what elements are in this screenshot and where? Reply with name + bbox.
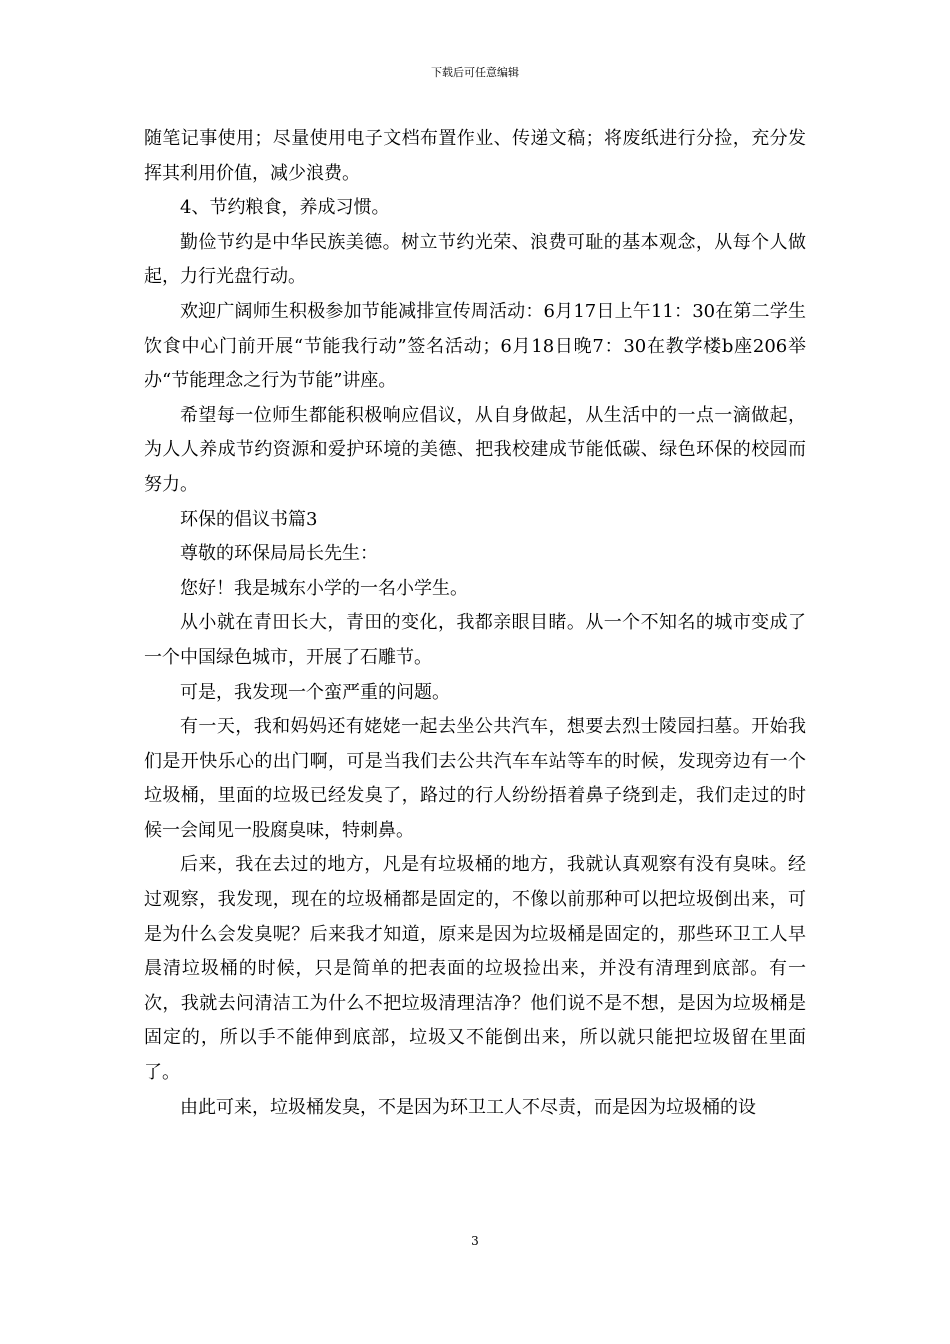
paragraph: 随笔记事使用；尽量使用电子文档布置作业、传递文稿；将废纸进行分捡，充分发挥其利用价值，减少浪费。 [144, 128, 806, 184]
paragraph: 可是，我发现一个蛮严重的问题。 [180, 681, 450, 703]
salutation: 尊敬的环保局局长先生： [180, 543, 378, 565]
paragraph: 希望每一位师生都能积极响应倡议，从自身做起，从生活中的一点一滴做起，为人人养成节约资源和爱护环境的美德、把我校建成节能低碳、绿色环保的校园而努力。 [144, 404, 806, 495]
paragraph: 后来，我在去过的地方，凡是有垃圾桶的地方，我就认真观察有没有臭味。经过观察，我发现，现在的垃圾桶都是固定的，不像以前那种可以把垃圾倒出来，可是为什么会发臭呢？后来我才知道，原来是因为垃圾桶是固定的，那些环卫工人早晨清垃圾桶的时候，只是简单的把表面的垃圾捡出来，并没有清理到底部。有一次，我就去问清洁工为什么不把垃圾清理洁净？他们说不是不想，是因为垃圾桶是固定的，所以手不能伸到底部，垃圾又不能倒出来，所以就只能把垃圾留在里面了。 [144, 854, 806, 1084]
section-heading: 环保的倡议书篇3 [180, 508, 318, 530]
paragraph: 从小就在青田长大，青田的变化，我都亲眼目睹。从一个不知名的城市变成了一个中国绿色城市，开展了石雕节。 [144, 612, 806, 668]
page-header: 下载后可任意编辑 [431, 66, 519, 79]
paragraph: 勤俭节约是中华民族美德。树立节约光荣、浪费可耻的基本观念，从每个人做起，力行光盘行动。 [144, 231, 806, 288]
paragraph: 4、节约粮食，养成习惯。 [180, 197, 390, 219]
paragraph: 您好！我是城东小学的一名小学生。 [180, 577, 468, 599]
paragraph: 由此可来，垃圾桶发臭，不是因为环卫工人不尽责，而是因为垃圾桶的设 [180, 1096, 756, 1118]
paragraph: 有一天，我和妈妈还有姥姥一起去坐公共汽车，想要去烈士陵园扫墓。开始我们是开快乐心的出门啊，可是当我们去公共汽车车站等车的时候，发现旁边有一个垃圾桶，里面的垃圾已经发臭了，路过的行人纷纷捂着鼻子绕到走，我们走过的时候一会闻见一股腐臭味，特刺鼻。 [144, 716, 806, 841]
paragraph: 欢迎广阔师生积极参加节能减排宣传周活动：6月17日上午11：30在第二学生饮食中心门前开展“节能我行动”签名活动；6月18日晚7：30在教学楼b座206举办“节能理念之行为节能”讲座。 [144, 300, 806, 392]
document-body [144, 122, 806, 1125]
page-number: 3 [471, 1234, 479, 1248]
